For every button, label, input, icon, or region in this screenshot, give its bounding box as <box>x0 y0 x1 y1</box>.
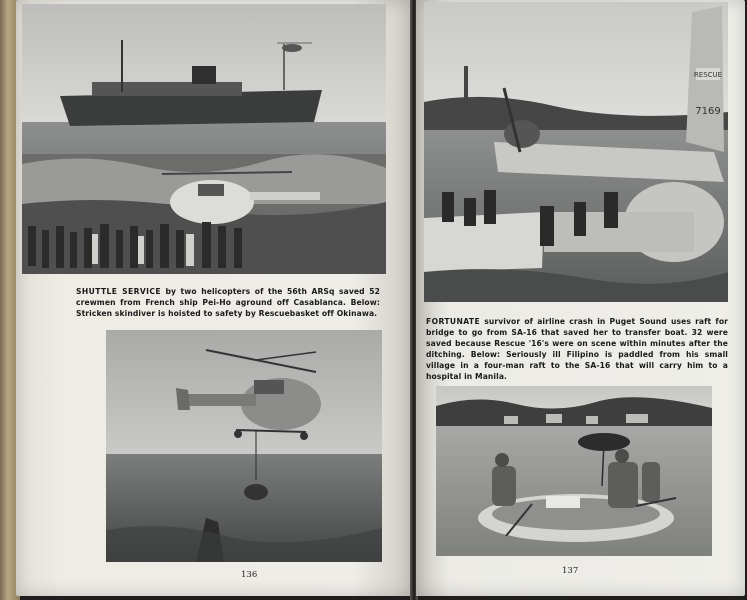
photo-raft-filipino <box>436 386 712 556</box>
left-caption-text: by two helicopters of the 56th ARSq saved 52 crewmen from French ship Pei-Ho aground off Casablanca. Below: Stricken skindiver is hoisted to safety by Rescuebasket off Okinawa. <box>76 287 380 318</box>
right-page-number: 137 <box>562 566 579 576</box>
left-page-number: 136 <box>241 570 258 580</box>
right-caption <box>426 316 728 382</box>
right-page <box>416 0 745 596</box>
left-page <box>16 0 412 596</box>
right-caption-lead: FORTUNATE <box>426 317 481 326</box>
photo-sa16-rescue <box>424 2 728 302</box>
left-caption <box>76 286 380 319</box>
photo-helicopter-hoist <box>106 330 382 562</box>
aircraft-tail-text: RESCUE <box>693 71 723 79</box>
left-caption-lead: SHUTTLE SERVICE <box>76 287 161 296</box>
aircraft-number: 7169 <box>695 106 721 117</box>
right-caption-text: survivor of airline crash in Puget Sound uses raft for bridge to go from SA-16 that saved her to transfer boat. 32 were saved because Rescue '16's were on scene within minutes after the ditching. Below: Seriously ill Filipino is paddled from his small village in a four-man raft to the SA-16 that will carry him to a hospital in Manila. <box>426 317 728 381</box>
photo-ship-rescue <box>22 4 386 274</box>
